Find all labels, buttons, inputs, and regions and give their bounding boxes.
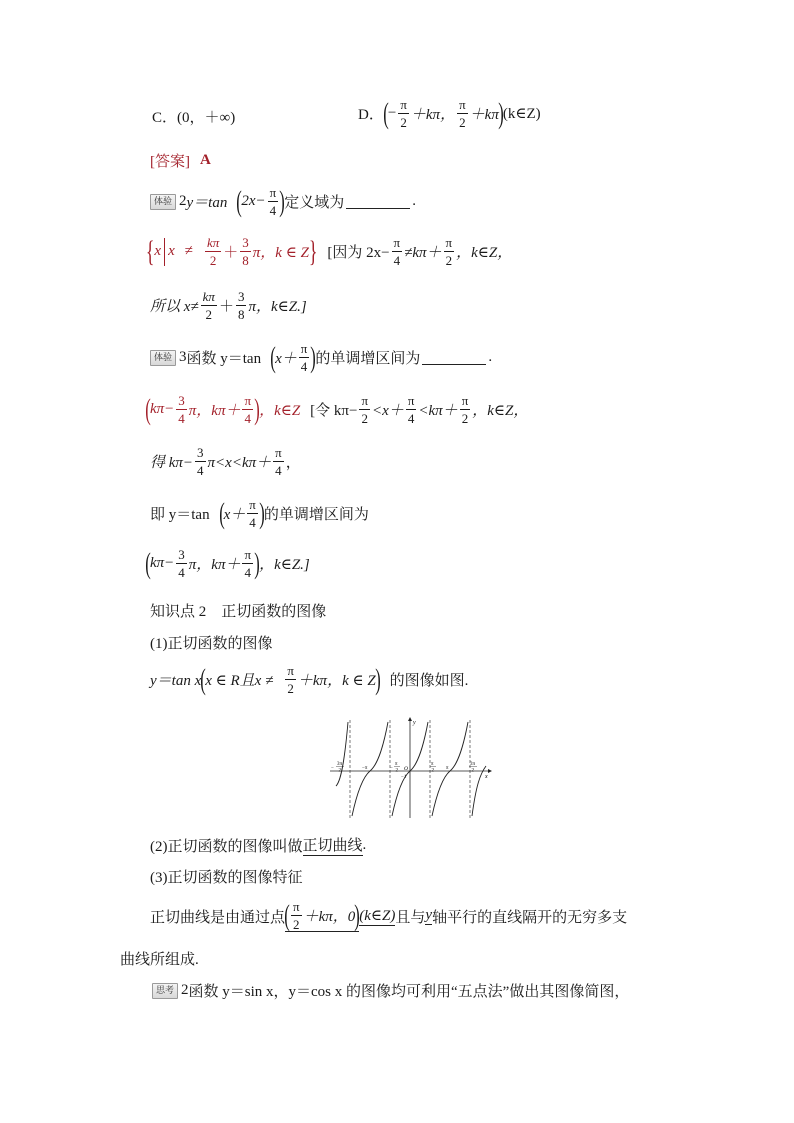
point-blank: ( $\frac{\pi}{2}$ ＋kπ，0 )	[284, 898, 361, 932]
y-axis-label: y	[413, 720, 416, 726]
answer-set: { x x ≠ $\frac{k\pi}{2}$ ＋ $\frac{3}{8}$ π，k ∈ Z }	[145, 234, 318, 268]
fraction: $\frac{\pi}{2}$	[459, 97, 466, 130]
answer-value: A	[200, 152, 211, 168]
tangent-feature: 正切曲线是由通过点 ( $\frac{\pi}{2}$ ＋kπ，0 ) (k∈Z) 且与 y 轴 平行的直线隔开的无穷多支	[150, 898, 628, 932]
exercise-tag: 体验	[150, 350, 176, 366]
option-c: C．(0，＋∞)	[152, 110, 236, 126]
exercise-2-answer: { x x ≠ $\frac{k\pi}{2}$ ＋ $\frac{3}{8}$ π，k ∈ Z } [因为 2x− $\frac{\pi}{4}$ ≠kπ＋ $\frac{\pi}{2}$ ，k∈Z，	[145, 234, 513, 268]
tick-3pi-2-den: 2	[471, 768, 474, 774]
tick-neg-3pi-2-den: 2	[338, 768, 341, 774]
fraction: $\frac{\pi}{4}$	[407, 393, 415, 426]
tick-neg-pi-2-den: 2	[395, 768, 398, 774]
answer-blank	[422, 350, 486, 365]
tangent-branch	[352, 722, 388, 816]
think-tag: 思考	[152, 983, 178, 999]
tangent-branch	[336, 722, 348, 786]
y-axis-arrow	[408, 717, 412, 721]
exercise-2: 体验 2 y＝tan ( 2x− $\frac{\pi}{4}$ ) 定义域为 .	[150, 186, 416, 217]
exercise-3-answer-cont3: ( kπ− $\frac{3}{4}$ π，kπ＋ $\frac{\pi}{4}$ ) ，k∈Z.]	[145, 546, 310, 580]
section-title: 知识点 2 正切函数的图像	[150, 604, 327, 620]
tick-neg-pi-2-num: π	[395, 762, 398, 767]
exercise-3-answer-cont2: 即 y＝tan ( x＋ $\frac{\pi}{4}$ ) 的单调增区间为	[150, 496, 369, 530]
exercise-3: 体验 3 函数 y＝tan ( x＋ $\frac{\pi}{4}$ ) 的单调增区间为 .	[150, 342, 492, 373]
answer-blank	[346, 194, 410, 209]
tick-neg-3pi-2: −	[331, 766, 334, 771]
tick-pi-2-den: 2	[431, 768, 434, 774]
term-tangent-curve: 正切曲线	[303, 834, 363, 856]
tick-neg-one: −1	[401, 775, 407, 780]
x-axis-arrow	[488, 769, 492, 773]
fraction: $\frac{\pi}{4}$	[269, 185, 277, 218]
tick-pi-2-num: π	[431, 762, 434, 767]
fraction: $\frac{k\pi}{2}$	[202, 289, 215, 322]
fraction: $\frac{3}{4}$	[178, 547, 185, 580]
tangent-graph	[328, 716, 494, 820]
x-axis-label: x	[485, 774, 488, 780]
fraction: $\frac{\pi}{2}$	[445, 235, 453, 268]
y-axis-term: y	[425, 907, 433, 923]
exercise-tag: 体验	[150, 194, 176, 210]
tick-3pi-2-num: 3π	[470, 762, 476, 767]
tick-neg-3pi-2-num: 3π	[337, 762, 343, 767]
tangent-branch	[432, 722, 468, 816]
subsection-2: (2)正切函数的图像叫做 正切曲线 .	[150, 834, 366, 856]
tick-neg-pi-2: −	[390, 766, 393, 771]
tangent-feature-cont: 曲线所组成.	[120, 952, 199, 968]
think-2: 思考 2 函数 y＝sin x，y＝cos x 的图像均可利用“五点法”做出其图像简图，	[152, 980, 629, 1001]
fraction: $\frac{\pi}{4}$	[249, 497, 256, 530]
exercise-2-answer-cont: 所以 x≠ $\frac{k\pi}{2}$ ＋ $\frac{3}{8}$ π，k∈Z.]	[150, 289, 307, 322]
origin-label: O	[404, 766, 408, 772]
fraction: $\frac{3}{4}$	[197, 445, 204, 478]
fraction: $\frac{\pi}{2}$	[361, 393, 369, 426]
fraction: $\frac{\pi}{4}$	[244, 547, 252, 580]
fraction: $\frac{\pi}{2}$	[400, 97, 407, 130]
answer-label: [答案]	[150, 154, 190, 170]
fraction: $\frac{\pi}{2}$	[287, 663, 294, 696]
fraction: $\frac{3}{8}$	[237, 289, 245, 322]
tangent-branch	[472, 766, 486, 816]
fraction: $\frac{\pi}{4}$	[393, 235, 401, 268]
subsection-1: (1)正切函数的图像	[150, 636, 273, 652]
exercise-3-answer: ( kπ− $\frac{3}{4}$ π，kπ＋ $\frac{\pi}{4}$ ) ，k∈Z [令 kπ− $\frac{\pi}{2}$ <x＋ $\frac{\pi}{4}$ <kπ＋ $\frac{\pi}{2}$ ，k∈Z，	[145, 392, 529, 426]
answer-interval: ( kπ− $\frac{3}{4}$ π，kπ＋ $\frac{\pi}{4}$ ) ，k∈Z	[145, 392, 301, 426]
tick-pi: π	[446, 766, 449, 771]
k-condition: (k∈Z)	[359, 908, 396, 924]
tick-neg-pi: −π	[362, 766, 368, 771]
fraction: $\frac{\pi}{2}$	[461, 393, 469, 426]
option-d: D． ( − $\frac{\pi}{2}$ ＋kπ， $\frac{\pi}{2}$ ＋kπ ) (k∈Z)	[358, 96, 541, 130]
exercise-3-answer-cont: 得 kπ− $\frac{3}{4}$ π<x<kπ＋ $\frac{\pi}{4}$ ，	[150, 445, 301, 478]
fraction: $\frac{\pi}{4}$	[300, 341, 308, 374]
answer-line	[150, 150, 211, 171]
subsection-3: (3)正切函数的图像特征	[150, 870, 303, 886]
tan-definition: y＝tan x ( x ∈ R且x ≠ $\frac{\pi}{2}$ ＋kπ，k ∈ Z ) 的图像如图.	[150, 662, 469, 696]
fraction: $\frac{\pi}{4}$	[275, 445, 282, 478]
